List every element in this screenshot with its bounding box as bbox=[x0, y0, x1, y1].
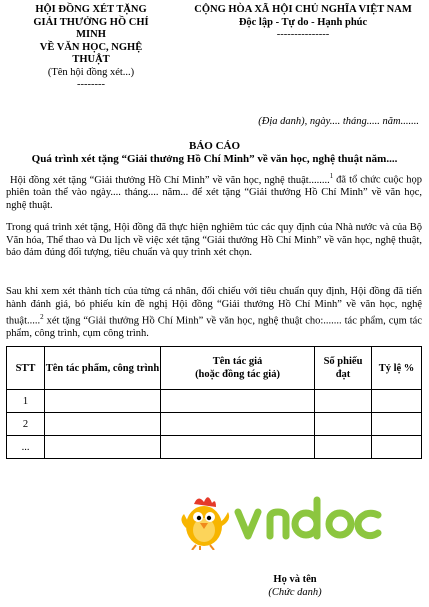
council-divider: -------- bbox=[77, 79, 105, 90]
header-stt: STT bbox=[7, 347, 45, 390]
signature-block bbox=[250, 574, 340, 599]
national-divider: --------------- bbox=[276, 29, 330, 40]
vndoc-logo bbox=[178, 490, 388, 550]
signer-role: (Chức danh) bbox=[268, 586, 322, 598]
national-name: CỘNG HÒA XÃ HỘI CHỦ NGHĨA VIỆT NAM bbox=[194, 4, 412, 15]
table-header-row bbox=[7, 347, 422, 390]
paragraph-1-text-a: Hội đồng xét tặng “Giải thưởng Hồ Chí Minh” về văn học, nghệ thuật........ bbox=[10, 174, 330, 186]
date-line: (Địa danh), ngày.... tháng..... năm....... bbox=[258, 116, 419, 127]
vndoc-wordmark bbox=[238, 500, 378, 536]
row-cell bbox=[315, 413, 372, 436]
paragraph-1 bbox=[6, 170, 422, 212]
report-title-main: BÁO CÁO bbox=[188, 140, 241, 152]
row-cell bbox=[45, 413, 161, 436]
row-stt: ... bbox=[7, 436, 45, 459]
row-stt: 1 bbox=[7, 390, 45, 413]
header-author-line-1: Tên tác giả bbox=[212, 356, 263, 367]
row-cell bbox=[161, 413, 315, 436]
council-line-3: MINH bbox=[76, 29, 106, 40]
paragraph-3 bbox=[6, 286, 422, 341]
table-row bbox=[7, 436, 422, 459]
header-works: Tên tác phẩm, công trình bbox=[45, 347, 161, 390]
row-cell bbox=[372, 413, 422, 436]
signer-name: Họ và tên bbox=[273, 574, 317, 585]
header-author-line-2: (hoặc đồng tác giả) bbox=[195, 369, 280, 380]
row-stt: 2 bbox=[7, 413, 45, 436]
paragraph-1-text-b: đã tổ chức cuộc họp phiên toàn thể vào ngày.... tháng.... năm... để xét tặng “Giải thưởng Hồ Chí Minh” về văn học, nghệ thuật. bbox=[6, 174, 423, 211]
council-name-placeholder: (Tên hội đồng xét...) bbox=[47, 66, 135, 78]
header-author bbox=[161, 347, 315, 390]
row-cell bbox=[45, 390, 161, 413]
council-line-4: VỀ VĂN HỌC, NGHỆ bbox=[39, 41, 143, 53]
footnote-ref-1: 1 bbox=[329, 172, 334, 180]
national-header bbox=[183, 4, 423, 42]
row-cell bbox=[45, 436, 161, 459]
council-line-2: GIẢI THƯỞNG HỒ CHÍ bbox=[33, 16, 149, 28]
row-cell bbox=[372, 390, 422, 413]
row-cell bbox=[161, 436, 315, 459]
national-motto: Độc lập - Tự do - Hạnh phúc bbox=[238, 16, 368, 28]
paragraph-3-text-a: Sau khi xem xét thành tích của từng cá nhân, đối chiếu với tiêu chuẩn quy định, Hội đồng đã tiến hành đánh giá, bỏ phiếu kín đề nghị Hội đồng “Giải thưởng Hồ Chí Minh” về văn học, nghệ thuật..... bbox=[6, 286, 422, 327]
table-row bbox=[7, 413, 422, 436]
row-cell bbox=[315, 390, 372, 413]
table-row bbox=[7, 390, 422, 413]
council-header bbox=[2, 4, 180, 92]
header-votes: Số phiếu đạt bbox=[315, 347, 372, 390]
report-title bbox=[0, 140, 429, 166]
row-cell bbox=[161, 390, 315, 413]
council-line-1: HỘI ĐỒNG XÉT TẶNG bbox=[35, 4, 147, 15]
results-table bbox=[6, 346, 422, 459]
paragraph-2: Trong quá trình xét tặng, Hội đồng đã thực hiện nghiêm túc các quy định của Nhà nước và của Bộ Văn hóa, Thể thao và Du lịch về việc xét tặng “Giải thưởng Hồ Chí Minh” về văn học, nghệ thuật, bảo đảm đúng đối tượng, tiêu chuẩn và quy trình xét chọn. bbox=[6, 222, 422, 259]
paragraph-3-text-b: xét tặng “Giải thưởng Hồ Chí Minh” về văn học, nghệ thuật cho:....... tác phẩm, cụm tác phẩm, công trình, cụm công trình. bbox=[6, 315, 422, 340]
footnote-ref-2: 2 bbox=[40, 313, 44, 322]
header-ratio: Tỷ lệ % bbox=[372, 347, 422, 390]
row-cell bbox=[372, 436, 422, 459]
row-cell bbox=[315, 436, 372, 459]
chicken-mascot-icon bbox=[181, 497, 229, 550]
report-title-sub: Quá trình xét tặng “Giải thưởng Hồ Chí Minh” về văn học, nghệ thuật năm.... bbox=[31, 153, 398, 165]
council-line-5: THUẬT bbox=[72, 54, 110, 65]
